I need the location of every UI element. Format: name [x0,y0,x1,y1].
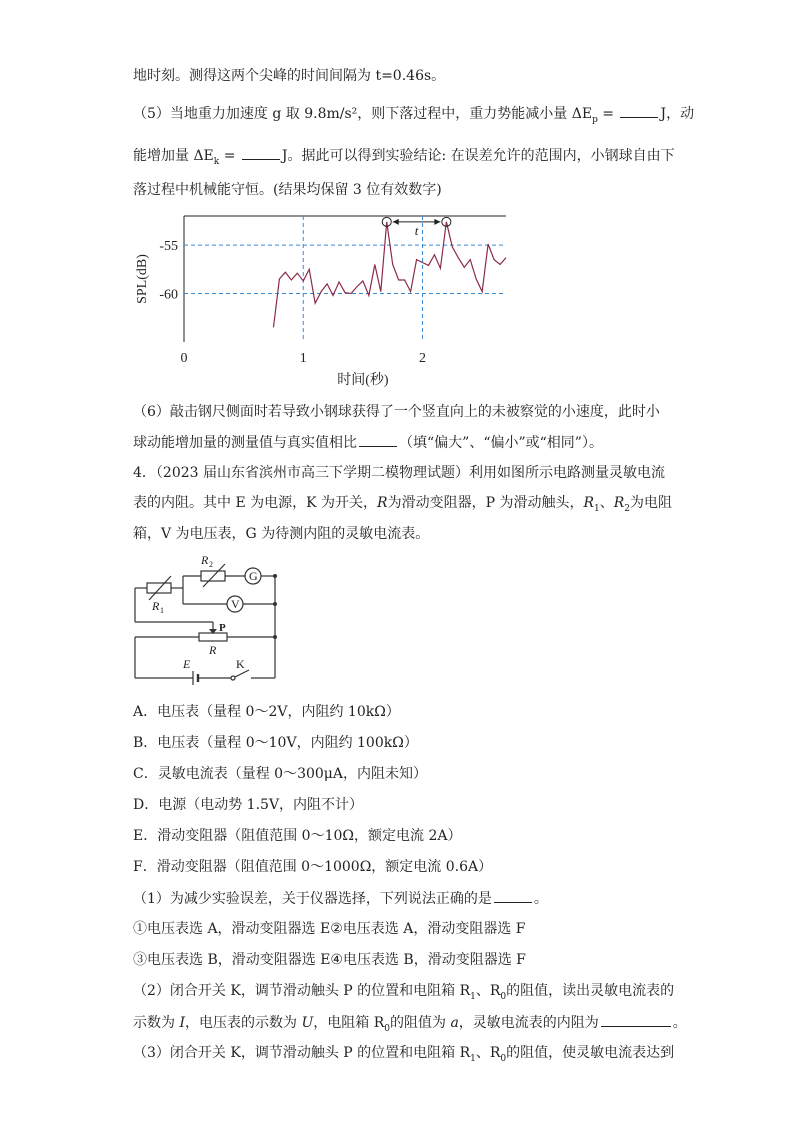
choice-line-1: ①电压表选 A，滑动变阻器选 E②电压表选 A，滑动变阻器选 F [133,921,526,937]
var-r: R [377,495,388,511]
answer-blank-ep[interactable] [620,103,658,118]
sub-0: 0 [384,1023,390,1034]
interval-label: t [414,222,419,238]
y-axis-title: SPL(dB) [135,254,150,304]
ek-subscript: k [213,156,220,167]
interval-arrow-head-left [393,219,399,225]
period: 。 [672,1015,687,1031]
q3-line-1: 地时刻。测得这两个尖峰的时间间隔为 t=0.46s。 [133,68,446,84]
node-dot [273,574,277,578]
sub-1: 1 [470,1053,476,1064]
equals: = [219,148,240,164]
text: ，电阻箱 R [313,1015,385,1031]
var-r1: R [583,495,594,511]
q4-intro-2-c: 为滑动变阻器，P 为滑动触头， [387,495,584,511]
text: 示数为 [133,1015,180,1031]
sub-0: 0 [500,991,507,1002]
switch-blade [235,670,249,677]
switch-contact [231,676,235,680]
q3-line-4: 落过程中机械能守恒。(结果均保留 3 位有效数字) [133,182,442,198]
spl-chart [130,208,520,388]
q3-line-6-end: （填“偏大”、“偏小”或“相同”）。 [399,435,603,451]
option-d: D．电源（电动势 1.5V，内阻不计） [133,797,364,813]
sub-q2-c: 的阻值，读出灵敏电流表的 [506,983,675,999]
text: 的阻值为 [389,1015,451,1031]
var-u: U [301,1015,314,1031]
label-r: R [209,643,217,657]
spl-series-line [273,222,506,328]
x-axis-title: 时间(秒) [337,373,389,388]
q3-line-2 [133,103,694,130]
q4-intro-2 [133,493,672,519]
option-e: E．滑动变阻器（阻值范围 0～10Ω，额定电流 2A） [133,828,462,844]
q4-intro-2-a: 表的内阻。其中 E 为电源，K 为开关， [133,495,378,511]
x-tick-label: 2 [419,351,427,366]
q3-line-3 [133,145,675,172]
sub-q3-c: 的阻值，使灵敏电流表达到 [506,1045,675,1061]
comma: 、 [599,495,614,511]
sub-q3-a: （3）闭合开关 K，调节滑动触头 P 的位置和电阻箱 R [133,1045,471,1061]
option-b: B．电压表（量程 0～10V，内阻约 100kΩ） [133,735,418,751]
sub-0: 0 [500,1053,507,1064]
option-f: F．滑动变阻器（阻值范围 0～1000Ω，额定电流 0.6A） [133,859,493,875]
sub-q3-b: 、R [475,1045,501,1061]
sub-1: 1 [594,503,600,514]
text: ，灵敏电流表的内阻为 [458,1015,599,1031]
q3-line-5: （6）敲击钢尺侧面时若导致小钢球获得了一个竖直向上的未被察觉的小速度，此时小 [133,404,660,420]
label-e: E [183,657,191,671]
q3-line-3-text: 能增加量 ΔE [133,148,214,164]
sub-1: 1 [470,991,476,1002]
var-r2: R [613,495,625,511]
sub-q2-a: （2）闭合开关 K，调节滑动触头 P 的位置和电阻箱 R [133,983,471,999]
rheostat [199,633,227,641]
sub-q1 [133,888,548,909]
label-g: G [249,569,258,583]
sub-q1-text: （1）为减少实验误差，关于仪器选择，下列说法正确的是 [133,891,492,907]
resistor-r1 [147,583,171,593]
option-a: A．电压表（量程 0～2V，内阻约 10kΩ） [133,704,400,720]
r1-arrow [149,576,171,600]
label-r1: R [152,599,160,613]
node-dot [273,635,277,639]
sub-2: 2 [624,503,631,514]
answer-blank-choice[interactable] [494,888,532,903]
y-tick-label: -60 [159,287,178,303]
label-r2-sub: 2 [209,560,213,569]
x-tick-label: 1 [299,351,307,366]
q4-intro-2-i: 为电阻 [630,495,673,511]
answer-blank-resistance[interactable] [601,1012,671,1027]
answer-blank-compare[interactable] [359,432,397,447]
q3-line-3-end: J。据此可以得到实验结论: 在误差允许的范围内，小钢球自由下 [281,148,675,164]
label-p: P [219,622,226,634]
circuit-diagram [125,550,295,690]
q4-intro-3: 箱，V 为电压表，G 为待测内阻的灵敏电流表。 [133,526,430,542]
sub-q2 [133,981,674,1007]
sub-q2-b: 、R [475,983,501,999]
label-r1-sub: 1 [160,606,164,615]
node-dot [273,602,277,606]
y-tick-label: -55 [159,239,178,255]
var-a: a [450,1015,459,1031]
q3-line-6-text: 球动能增加量的测量值与真实值相比 [133,435,357,451]
var-i: I [179,1015,185,1031]
x-tick-label: 0 [180,351,188,366]
q3-line-6 [133,432,603,453]
sub-q2-cont [133,1012,687,1039]
period: 。 [533,891,548,907]
answer-blank-ek[interactable] [242,145,280,160]
label-k: K [236,657,245,671]
interval-arrow-head-right [434,219,440,225]
ep-subscript: p [592,114,598,125]
q4-intro-1: 4．（2023 届山东省滨州市高三下学期二模物理试题）利用如图所示电路测量灵敏电流 [133,465,665,481]
option-c: C．灵敏电流表（量程 0～300μA，内阻未知） [133,766,427,782]
text: ，电压表的示数为 [184,1015,302,1031]
equals: = [597,106,619,122]
label-r2: R [201,553,209,567]
r2-arrow [203,564,225,587]
q3-line-2-end: J，动 [660,106,695,122]
q3-line-2-text: （5）当地重力加速度 g 取 9.8m/s²，则下落过程中，重力势能减小量 ΔE [133,106,593,122]
sub-q3 [133,1043,674,1069]
label-v: V [231,597,240,611]
choice-line-2: ③电压表选 B，滑动变阻器选 E④电压表选 B，滑动变阻器选 F [133,952,526,968]
